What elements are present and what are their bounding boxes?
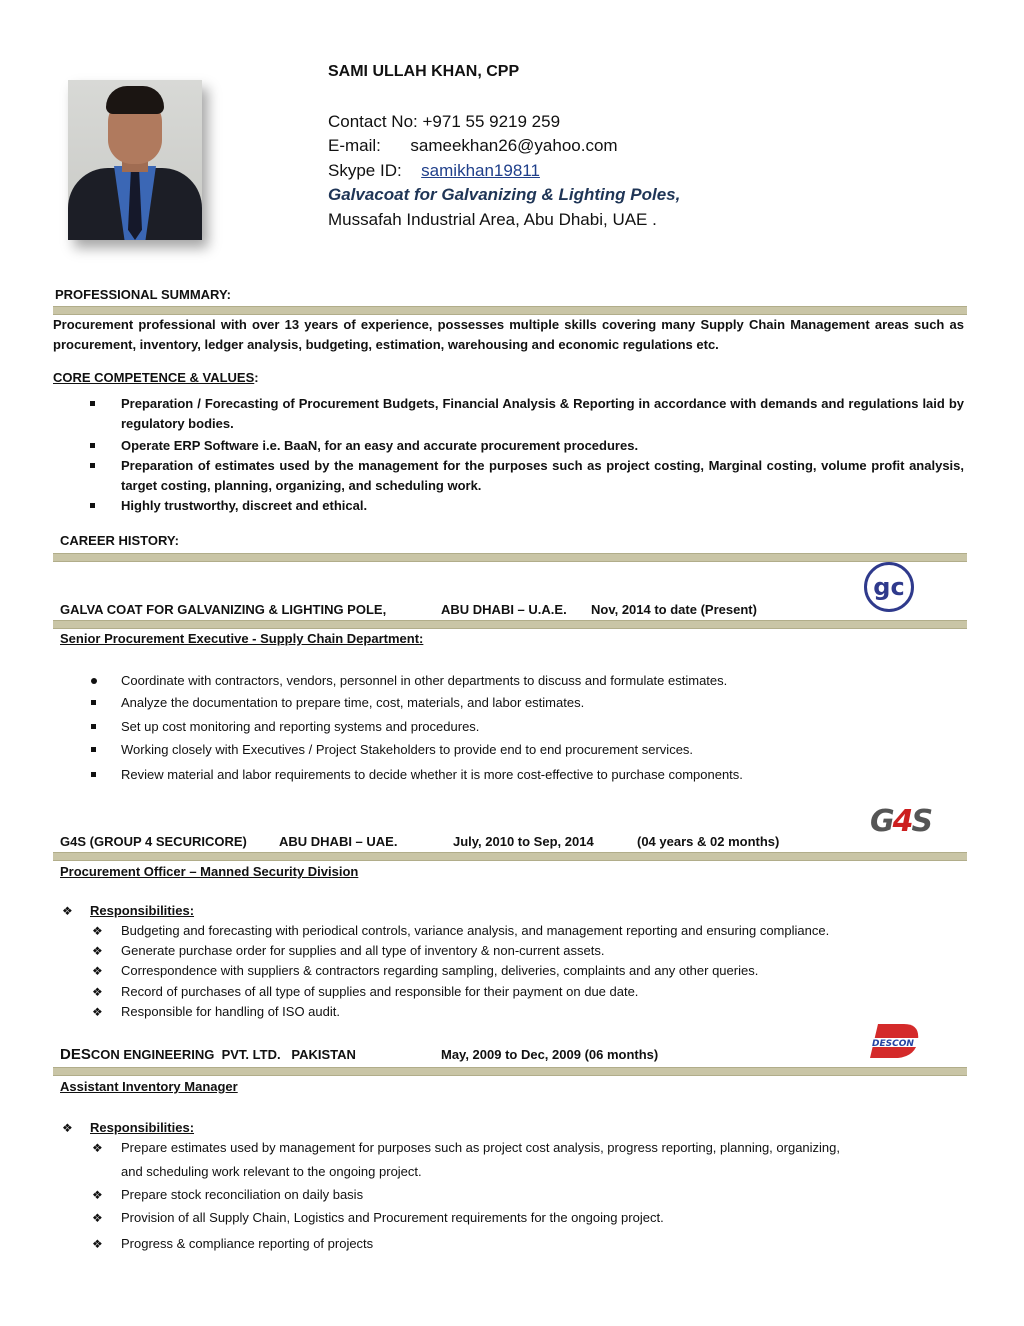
job-period: Nov, 2014 to date (Present) bbox=[591, 602, 757, 617]
square-bullet-icon bbox=[90, 463, 95, 468]
summary-title: PROFESSIONAL SUMMARY: bbox=[55, 287, 231, 302]
descon-logo bbox=[864, 1022, 922, 1060]
core-title-line bbox=[53, 370, 259, 385]
job-period: May, 2009 to Dec, 2009 (06 months) bbox=[441, 1047, 659, 1062]
g4s-logo-4: 4 bbox=[892, 804, 912, 839]
job-company: GALVA COAT FOR GALVANIZING & LIGHTING POLE, bbox=[60, 602, 387, 617]
job-duty: Set up cost monitoring and reporting systems and procedures. bbox=[121, 719, 480, 734]
job-period: July, 2010 to Sep, 2014 bbox=[453, 834, 594, 849]
section-divider bbox=[53, 852, 967, 861]
job-company bbox=[60, 1046, 356, 1063]
job-role: Procurement Officer – Manned Security Division bbox=[60, 864, 359, 879]
job-duty: Provision of all Supply Chain, Logistics and Procurement requirements for the ongoing project. bbox=[121, 1210, 664, 1225]
square-bullet-icon bbox=[91, 700, 96, 705]
skype-line bbox=[328, 159, 540, 183]
job-duration: (04 years & 02 months) bbox=[637, 834, 780, 849]
diamond-bullet-icon: ❖ bbox=[92, 1141, 103, 1155]
job-company-rest: CON ENGINEERING PVT. LTD. PAKISTAN bbox=[90, 1047, 356, 1062]
profile-photo bbox=[68, 80, 202, 240]
square-bullet-icon bbox=[91, 747, 96, 752]
square-bullet-icon bbox=[90, 503, 95, 508]
diamond-bullet-icon: ❖ bbox=[62, 1121, 73, 1135]
g4s-logo-s: S bbox=[911, 804, 932, 839]
diamond-bullet-icon: ❖ bbox=[92, 1237, 103, 1251]
job-duty: Analyze the documentation to prepare time, cost, materials, and labor estimates. bbox=[121, 695, 585, 710]
job-company-prefix: DES bbox=[60, 1046, 91, 1063]
square-bullet-icon bbox=[91, 772, 96, 777]
diamond-bullet-icon: ❖ bbox=[92, 944, 103, 958]
responsibilities-title: Responsibilities: bbox=[90, 1120, 195, 1135]
round-bullet-icon bbox=[91, 678, 97, 684]
diamond-bullet-icon: ❖ bbox=[62, 904, 73, 918]
job-duty: Review material and labor requirements to decide whether it is more cost-effective to purchase components. bbox=[121, 767, 743, 782]
job-duty: Progress & compliance reporting of projects bbox=[121, 1236, 374, 1251]
diamond-bullet-icon: ❖ bbox=[92, 924, 103, 938]
diamond-bullet-icon: ❖ bbox=[92, 985, 103, 999]
job-duty: Correspondence with suppliers & contractors regarding sampling, deliveries, complaints and any other queries. bbox=[121, 963, 759, 978]
job-location: ABU DHABI – UAE. bbox=[279, 834, 398, 849]
career-title: CAREER HISTORY: bbox=[60, 533, 179, 548]
email-label: E-mail: bbox=[328, 136, 381, 155]
skype-link[interactable]: samikhan19811 bbox=[421, 161, 540, 180]
section-divider bbox=[53, 1067, 967, 1076]
square-bullet-icon bbox=[90, 401, 95, 406]
job-company: G4S (GROUP 4 SECURICORE) bbox=[60, 834, 247, 849]
contact-number: Contact No: +971 55 9219 259 bbox=[328, 112, 561, 131]
diamond-bullet-icon: ❖ bbox=[92, 1211, 103, 1225]
diamond-bullet-icon: ❖ bbox=[92, 1005, 103, 1019]
responsibilities-title: Responsibilities: bbox=[90, 903, 195, 918]
job-duty: and scheduling work relevant to the ongoing project. bbox=[121, 1164, 422, 1179]
summary-text: Procurement professional with over 13 years of experience, possesses multiple skills covering many Supply Chain Management areas such as procurement, inventory, ledger analysis, budgeting, estimation, warehousing and economic regulations etc. bbox=[53, 317, 964, 352]
diamond-bullet-icon: ❖ bbox=[92, 964, 103, 978]
section-divider bbox=[53, 620, 967, 629]
job-duty: Generate purchase order for supplies and all type of inventory & non-current assets. bbox=[121, 943, 605, 958]
square-bullet-icon bbox=[91, 724, 96, 729]
job-duty: Responsible for handling of ISO audit. bbox=[121, 1004, 340, 1019]
job-location: ABU DHABI – U.A.E. bbox=[441, 602, 567, 617]
core-item: Operate ERP Software i.e. BaaN, for an easy and accurate procurement procedures. bbox=[121, 438, 639, 453]
current-company: Galvacoat for Galvanizing & Lighting Poles, bbox=[328, 185, 681, 204]
g4s-logo-g: G bbox=[870, 804, 893, 839]
job-duty: Working closely with Executives / Project Stakeholders to provide end to end procurement services. bbox=[121, 742, 694, 757]
address: Mussafah Industrial Area, Abu Dhabi, UAE . bbox=[328, 210, 657, 229]
job-role: Assistant Inventory Manager bbox=[60, 1079, 238, 1094]
core-title-colon: : bbox=[254, 370, 259, 385]
galvacoat-logo: gc bbox=[864, 562, 914, 612]
descon-logo-text: DESCON bbox=[872, 1039, 914, 1049]
job-duty: Prepare estimates used by management for purposes such as project cost analysis, progress reporting, planning, organizing, bbox=[121, 1140, 840, 1155]
square-bullet-icon bbox=[90, 443, 95, 448]
section-divider bbox=[53, 553, 967, 562]
job-duty: Prepare stock reconciliation on daily basis bbox=[121, 1187, 364, 1202]
job-duty: Budgeting and forecasting with periodical controls, variance analysis, and management reporting and ensuring compliance. bbox=[121, 923, 830, 938]
job-role: Senior Procurement Executive - Supply Chain Department: bbox=[60, 631, 424, 646]
core-item: Preparation of estimates used by the management for the purposes such as project costing, Marginal costing, volume profit analysis, target costing, planning, organizing, and scheduling work. bbox=[121, 458, 964, 493]
email-value[interactable]: sameekhan26@yahoo.com bbox=[410, 136, 618, 155]
core-item: Highly trustworthy, discreet and ethical. bbox=[121, 498, 368, 513]
job-duty: Record of purchases of all type of supplies and responsible for their payment on due date. bbox=[121, 984, 639, 999]
candidate-name: SAMI ULLAH KHAN, CPP bbox=[328, 63, 520, 80]
core-item: Preparation / Forecasting of Procurement Budgets, Financial Analysis & Reporting in accordance with demands and regulations laid by regulatory bodies. bbox=[121, 396, 964, 431]
g4s-logo bbox=[870, 804, 931, 839]
core-title: CORE COMPETENCE & VALUES bbox=[53, 370, 255, 385]
skype-label: Skype ID: bbox=[328, 161, 402, 180]
job-duty: Coordinate with contractors, vendors, personnel in other departments to discuss and formulate estimates. bbox=[121, 673, 728, 688]
section-divider bbox=[53, 306, 967, 315]
email-line bbox=[328, 134, 618, 158]
diamond-bullet-icon: ❖ bbox=[92, 1188, 103, 1202]
